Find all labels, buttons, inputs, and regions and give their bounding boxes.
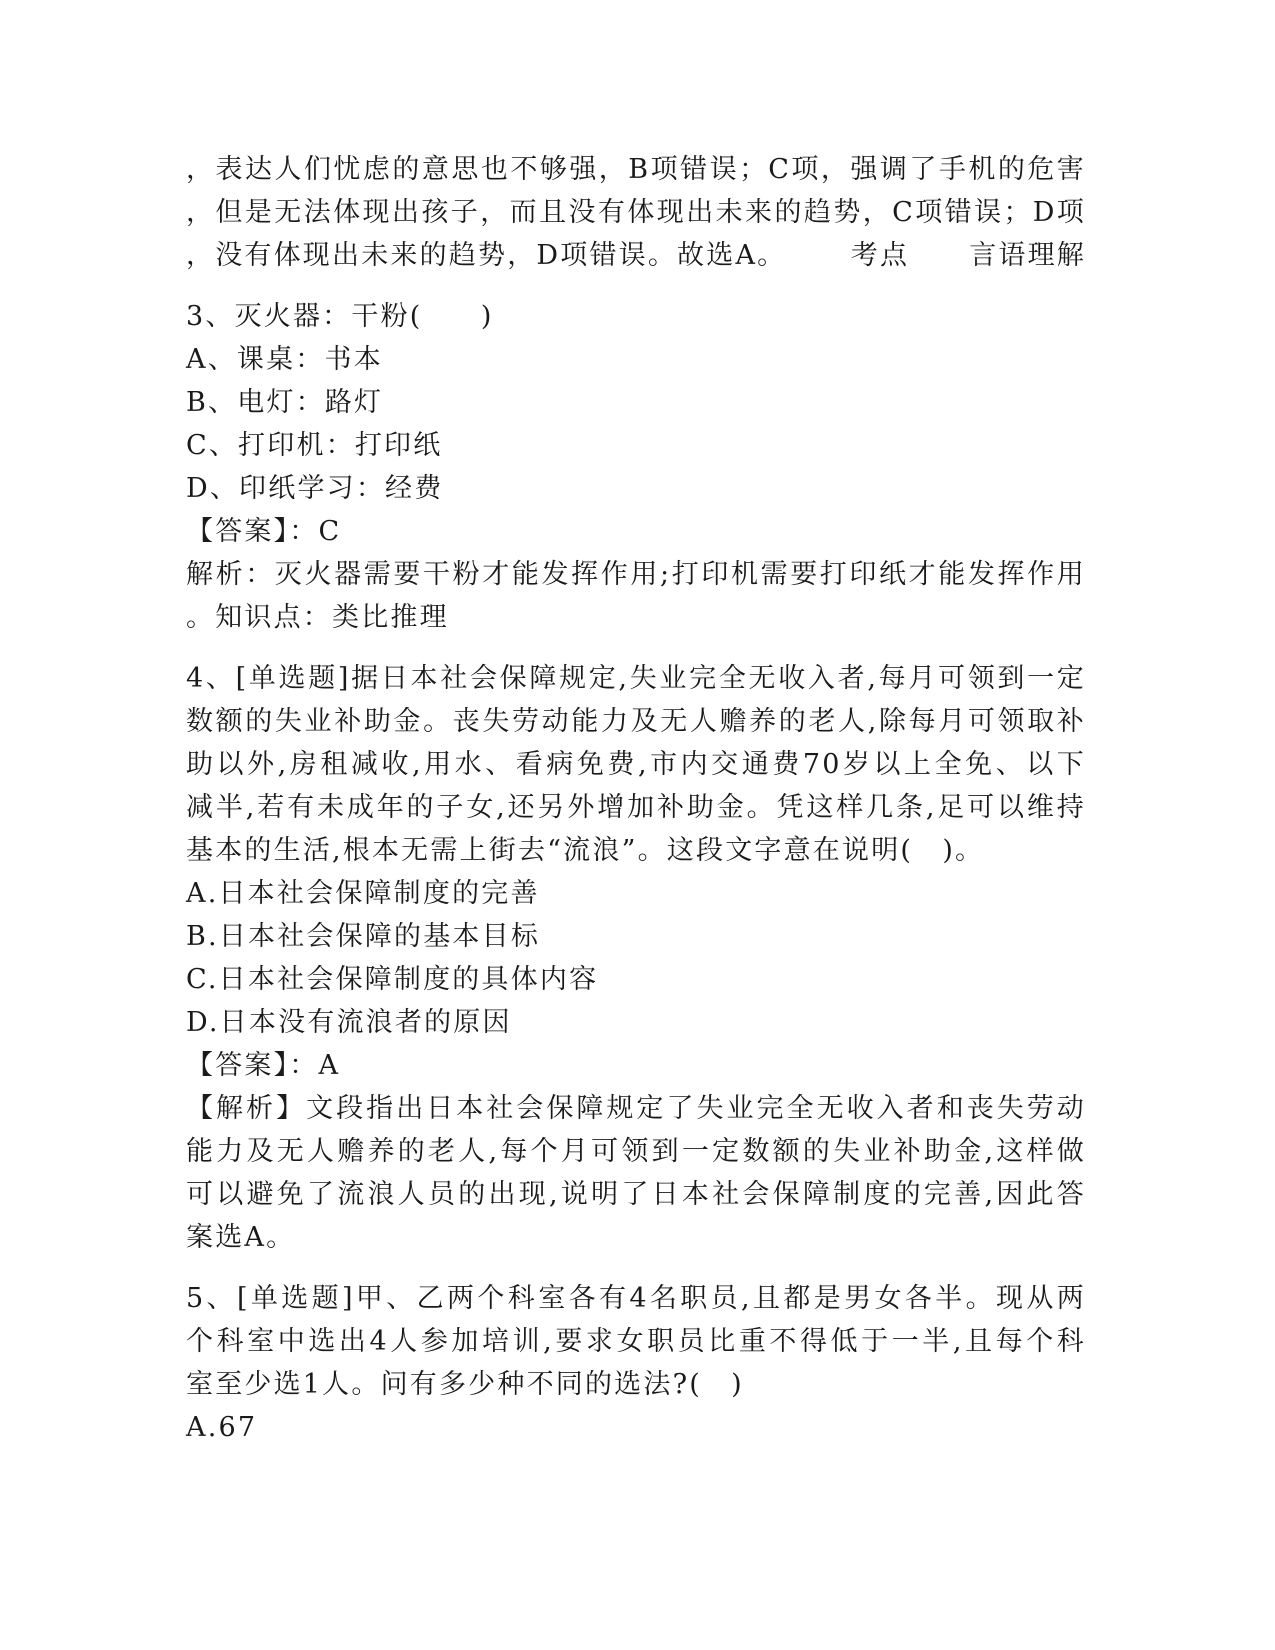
kaodian-value: 言语理解 — [969, 240, 1086, 271]
explanation-line: ，但是无法体现出孩子，而且没有体现出未来的趋势，C项错误；D项 — [186, 197, 1086, 228]
question-5 — [186, 1277, 1086, 1449]
question-stem-line: 4、[单选题]据日本社会保障规定,失业完全无收入者,每月可领到一定 — [186, 663, 1086, 694]
question-3 — [186, 295, 1086, 639]
question-stem-line: 助以外,房租减收,用水、看病免费,市内交通费70岁以上全免、以下 — [186, 749, 1086, 780]
option-d: D、印纸学习：经费 — [186, 473, 444, 504]
question-stem-line: 基本的生活,根本无需上街去“流浪”。这段文字意在说明( )。 — [186, 835, 985, 866]
explanation-line: 能力及无人赡养的老人,每个月可领到一定数额的失业补助金,这样做 — [186, 1136, 1086, 1167]
explanation-line: 解析：灭火器需要干粉才能发挥作用;打印机需要打印纸才能发挥作用 — [186, 559, 1086, 590]
option-a: A.67 — [186, 1412, 258, 1443]
question-stem-line: 减半,若有未成年的子女,还另外增加补助金。凭这样几条,足可以维持 — [186, 792, 1086, 823]
question-4 — [186, 657, 1086, 1259]
option-a: A.日本社会保障制度的完善 — [186, 878, 540, 909]
explanation-line: ，表达人们忧虑的意思也不够强，B项错误；C项，强调了手机的危害 — [186, 154, 1086, 185]
option-c: C、打印机：打印纸 — [186, 430, 443, 461]
answer: 【答案】：A — [186, 1050, 341, 1081]
document-page — [186, 148, 1086, 1449]
explanation-line-with-kaodian — [186, 234, 1086, 277]
option-c: C.日本社会保障制度的具体内容 — [186, 964, 599, 995]
answer: 【答案】：C — [186, 516, 342, 547]
option-b: B、电灯：路灯 — [186, 387, 384, 418]
question-stem-line: 室至少选1人。问有多少种不同的选法?( ) — [186, 1369, 744, 1400]
explanation-text: ，没有体现出未来的趋势，D项错误。故选A。 — [186, 240, 787, 271]
option-a: A、课桌：书本 — [186, 344, 383, 375]
question-stem-line: 5、[单选题]甲、乙两个科室各有4名职员,且都是男女各半。现从两 — [186, 1283, 1086, 1314]
explanation-line: 。知识点：类比推理 — [186, 602, 449, 633]
option-b: B.日本社会保障的基本目标 — [186, 921, 541, 952]
prev-explanation — [186, 148, 1086, 277]
question-stem-line: 数额的失业补助金。丧失劳动能力及无人赡养的老人,除每月可领取补 — [186, 706, 1086, 737]
explanation-line: 可以避免了流浪人员的出现,说明了日本社会保障制度的完善,因此答 — [186, 1179, 1086, 1210]
explanation-line: 【解析】文段指出日本社会保障规定了失业完全无收入者和丧失劳动 — [186, 1093, 1086, 1124]
question-stem-line: 个科室中选出4人参加培训,要求女职员比重不得低于一半,且每个科 — [186, 1326, 1086, 1357]
explanation-line: 案选A。 — [186, 1222, 296, 1253]
question-stem: 3、灭火器：干粉( ) — [186, 301, 494, 332]
option-d: D.日本没有流浪者的原因 — [186, 1007, 512, 1038]
kaodian-label: 考点 — [850, 240, 910, 271]
